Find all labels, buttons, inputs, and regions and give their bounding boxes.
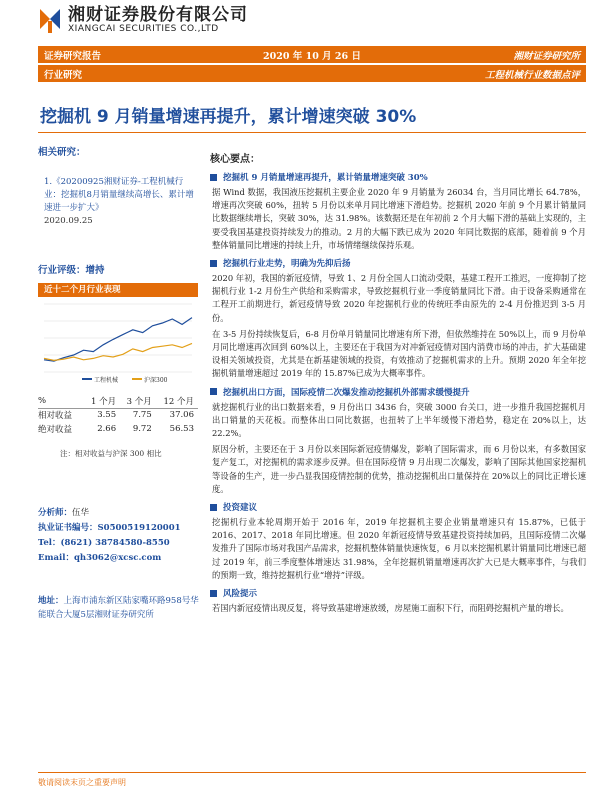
performance-chart [38, 300, 198, 388]
section-heading-4 [210, 501, 586, 513]
section-heading-text: 挖掘机出口方面，国际疫情二次爆发推动挖掘机外部需求缓慢提升 [223, 387, 470, 398]
address-text: 上海市浦东新区陆家嘴环路958号华能联合大厦5层湘财证券研究所 [38, 596, 199, 620]
page-title: 挖掘机 9 月销量增速再提升，累计增速突破 30% [40, 107, 417, 127]
analyst-info [38, 506, 200, 566]
main-content [210, 150, 586, 615]
table-header: 12 个月 [156, 394, 198, 408]
series-line-industry [44, 318, 192, 362]
table-header: 1 个月 [85, 394, 121, 408]
header-bar-2 [38, 65, 586, 82]
analyst-name: 伍华 [72, 508, 90, 518]
row-label: 相对收益 [38, 411, 73, 422]
section-heading-text: 投资建议 [223, 503, 258, 514]
legend-industry: 工程机械 [94, 377, 119, 384]
email-label: Email： [38, 553, 74, 563]
table-cell: 56.53 [169, 424, 194, 434]
table-cell: 7.75 [132, 410, 152, 421]
industry-rating: 行业评级：增持 [38, 265, 105, 276]
logo-mark-icon [38, 7, 62, 35]
bullet-square-icon [210, 504, 217, 511]
table-cell: 2.66 [97, 424, 117, 434]
related-item-text[interactable]: 1.《20200925湘财证券-工程机械行业：挖掘机8月销量继续高增长、累计增速进一步扩大》 [44, 177, 194, 213]
performance-title: 近十二个月行业表现 [38, 283, 198, 297]
sidebar [38, 144, 200, 228]
footer-divider [38, 772, 586, 773]
table-row [38, 408, 198, 422]
bullet-square-icon [210, 388, 217, 395]
report-date: 2020 年 10 月 26 日 [263, 50, 361, 62]
table-row [38, 422, 198, 436]
tel-label: Tel： [38, 538, 61, 548]
cert-label: 执业证书编号： [38, 523, 98, 533]
address [38, 594, 200, 622]
table-header: 3 个月 [120, 394, 156, 408]
chart-legend [82, 376, 168, 384]
bullet-square-icon [210, 260, 217, 267]
legend-hs300: 沪深300 [144, 377, 168, 384]
table-cell: 37.06 [169, 410, 194, 421]
paragraph: 原因分析，主要还在于 3 月份以来国际新冠疫情爆发，影响了国际需求，而 6 月份以来，有多数国家复产复工，对挖掘机的需求逐步反弹。但在国际疫情 9 月出现二次爆发，影响了国际其他国家挖掘机等设备的生产，进一步凸显我国疫情控制的优势，推动挖掘机出口量保持在 20%以上的同比正增长速度。 [212, 444, 586, 494]
title-divider [38, 132, 586, 133]
table-header-row [38, 394, 198, 408]
analyst-label: 分析师： [38, 508, 73, 518]
section-heading-3 [210, 386, 586, 398]
performance-table [38, 394, 198, 436]
table-header: % [38, 394, 85, 408]
key-points-title: 核心要点： [210, 154, 260, 165]
paragraph: 就挖掘机行业的出口数据来看，9 月份出口 3436 台，突破 3000 台关口，进一步推升我国挖掘机月出口销量的天花板。而整体出口同比数据，也扭转了上半年缓慢下滑趋势，稳定在 20%以上，达 22.2%。 [212, 401, 586, 439]
series-line-hs300 [44, 343, 192, 360]
section-heading-text: 挖掘机行业走势，明确为先抑后扬 [223, 259, 351, 270]
table-cell: 3.55 [97, 410, 117, 421]
bullet-square-icon [210, 590, 217, 597]
company-logo [38, 6, 248, 35]
header-bar-1 [38, 46, 586, 63]
footer-disclaimer[interactable]: 敬请阅读末页之重要声明 [38, 778, 126, 787]
row-label: 绝对收益 [38, 425, 73, 435]
section-heading-1 [210, 171, 586, 183]
bullet-square-icon [210, 174, 217, 181]
email-link[interactable]: qh3062@xcsc.com [73, 553, 162, 563]
research-category: 行业研究 [44, 69, 83, 81]
section-heading-text: 风险提示 [223, 589, 258, 600]
brand-name-en: XIANGCAI SECURITIES CO.,LTD [68, 24, 219, 34]
related-title: 相关研究： [38, 147, 86, 158]
section-heading-5 [210, 587, 586, 599]
institute-name: 湘财证券研究所 [513, 50, 580, 62]
report-subtype: 工程机械行业数据点评 [484, 69, 580, 81]
cert-number: S0500519120001 [97, 523, 181, 533]
related-item[interactable] [38, 176, 200, 228]
section-heading-text: 挖掘机 9 月销量增速再提升，累计销量增速突破 30% [223, 173, 428, 183]
brand-name-cn: 湘财证券股份有限公司 [68, 5, 248, 25]
table-cell: 9.72 [132, 424, 152, 434]
table-note: 注：相对收益与沪深 300 相比 [60, 449, 162, 458]
report-type: 证券研究报告 [44, 50, 102, 62]
address-label: 地址： [38, 596, 64, 606]
paragraph: 挖掘机行业本轮周期开始于 2016 年，2019 年挖掘机主要企业销量增速只有 15.87%，已低于 2016、2017、2018 年同比增速。但 2020 年新冠疫情导致基建投资持续加码，且国际疫情二次爆发推升了国际市场对我国产品需求，挖掘机整体销量快速恢复，6 月以来挖掘机累计销量同比增速已超过 2019 年，前三季度整体增速达 31.98%，全年挖掘机销量增速再次扩大已是大概率事件，与我们的预期一致，维持挖掘机行业“增持”评级。 [212, 517, 586, 580]
paragraph: 据 Wind 数据，我国液压挖掘机主要企业 2020 年 9 月销量为 26034 台，当月同比增长 64.78%，增速再次突破 60%，扭转 5 月份以来单月同比增速下滑趋势。挖掘机 2020 年前 9 个月累计销量同比数据继续增长，突破 30%，达 31.98%。该数据还是在年初前 2 个月大幅下滑的基础上实现的，主要受我国基建投资持续发力的推动。2 月的大幅下跌已成为 2020 年同比数据的底部，随着前 9 个月整体销量同比增速的持续上升，市场情绪继续保持乐观。 [212, 187, 586, 250]
paragraph: 在 3-5 月份持续恢复后，6-8 月份单月销量同比增速有所下滑，但依然维持在 50%以上，而 9 月份单月同比增速再次回到 60%以上，主要还在于我国为对冲新冠疫情对国内消费市场的冲击，扩大基础建设相关领域投资，尤其是在新基建领域的投资，有效推动了挖掘机需求的上升。预期 2020 年全年挖掘机销量增速超过 2019 年的 15.87%已成为大概率事件。 [212, 328, 586, 379]
tel-number: (8621) 38784580-8550 [60, 538, 170, 548]
section-heading-2 [210, 257, 586, 269]
related-item-date: 2020.09.25 [44, 216, 93, 226]
paragraph: 若国内新冠疫情出现反复，将导致基建增速放缓，房屋施工面积下行，而阻碍挖掘机产量的增长。 [212, 603, 569, 614]
paragraph: 2020 年初，我国的新冠疫情，导致 1、2 月份全国人口流动受限，基建工程开工推迟，一度抑制了挖掘机行业 1-2 月份生产供给和采购需求，导致挖掘机行业一季度销量同比下滑。由于设备采购通常在工程开工前期进行，新冠疫情导致 2020 年挖掘机行业的传统旺季由原先的 2-4 月份推迟到 3-5 月份。 [212, 273, 586, 323]
